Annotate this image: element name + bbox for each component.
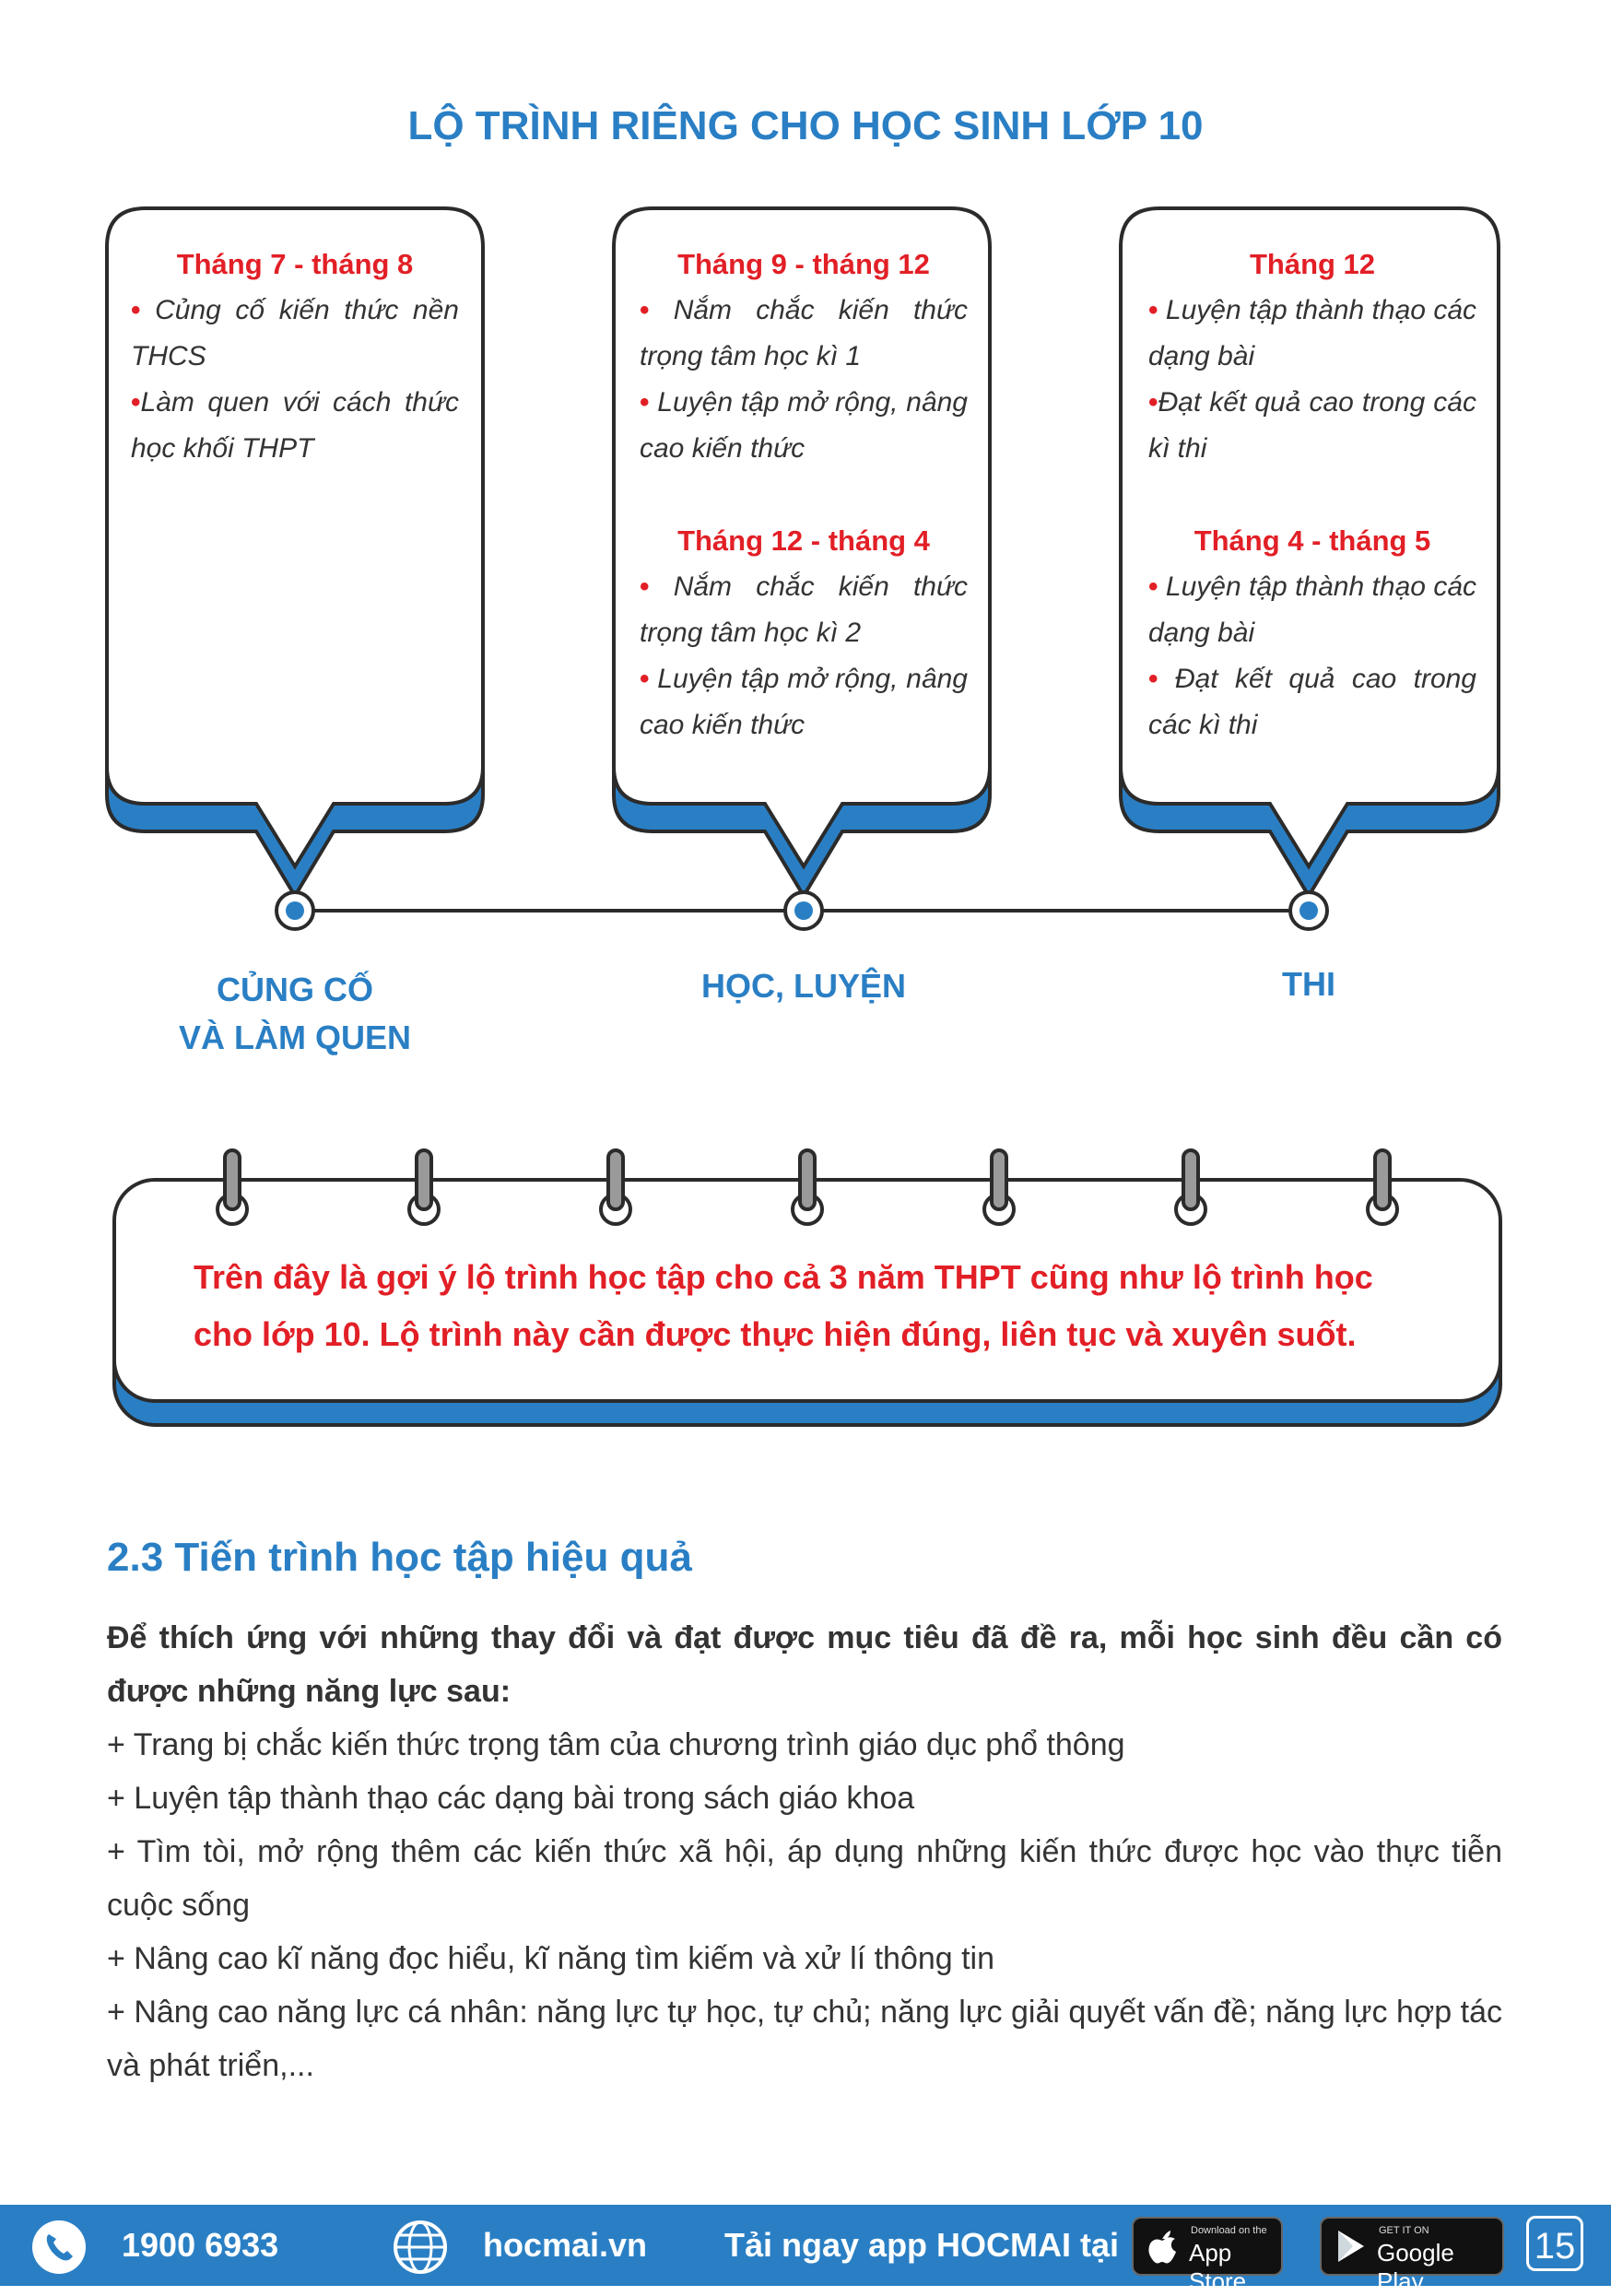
column-2-item-3: • Nắm chắc kiến thức trọng tâm học kì 2 bbox=[640, 571, 969, 648]
bullet-icon: • bbox=[1148, 387, 1158, 418]
footer-bar bbox=[0, 2205, 1611, 2295]
column-3-text bbox=[1148, 241, 1476, 748]
column-2-text bbox=[640, 241, 968, 748]
stage-label-1: CỦNG CỐ VÀ LÀM QUEN bbox=[179, 971, 411, 1056]
website-link[interactable]: hocmai.vn bbox=[483, 2226, 648, 2264]
column-1-item-2: •Làm quen với cách thức học khối THPT bbox=[131, 387, 459, 464]
bullet-icon: • bbox=[1148, 664, 1158, 694]
page-title: LỘ TRÌNH RIÊNG CHO HỌC SINH LỚP 10 bbox=[407, 103, 1204, 148]
section-lead: Để thích ứng với những thay đổi và đạt được mục tiêu đã đề ra, mỗi học sinh đều cần có được những năng lực sau: bbox=[107, 1620, 1502, 1709]
column-1-heading-1: Tháng 7 - tháng 8 bbox=[176, 248, 414, 280]
stage-label-2: HỌC, LUYỆN bbox=[700, 967, 906, 1005]
bullet-icon: • bbox=[640, 571, 650, 602]
column-2-heading-1: Tháng 9 - tháng 12 bbox=[677, 248, 930, 280]
app-cta: Tải ngay app HOCMAI tại bbox=[724, 2226, 1120, 2264]
bullet-icon: • bbox=[1148, 295, 1158, 325]
timeline-node-1 bbox=[276, 892, 313, 929]
googleplay-badge[interactable]: GET IT ON Google Play bbox=[1320, 2217, 1504, 2276]
list-item: + Luyện tập thành thạo các dạng bài trong sách giáo khoa bbox=[107, 1781, 915, 1816]
section-body bbox=[107, 1611, 1502, 2092]
appstore-badge[interactable]: Download on the App Store bbox=[1132, 2217, 1283, 2276]
column-3-item-4: • Đạt kết quả cao trong các kì thi bbox=[1148, 664, 1476, 740]
column-2-heading-2: Tháng 12 - tháng 4 bbox=[677, 524, 930, 557]
column-1-item-1: • Củng cố kiến thức nền THCS bbox=[131, 295, 459, 371]
list-item: + Nâng cao năng lực cá nhân: năng lực tự học, tự chủ; năng lực giải quyết vấn đề; năng lực hợp tác và phát triển,... bbox=[107, 1995, 1502, 2083]
timeline-node-2 bbox=[785, 892, 822, 929]
phone-icon[interactable] bbox=[31, 2219, 87, 2275]
column-3-item-2: •Đạt kết quả cao trong các kì thi bbox=[1148, 387, 1476, 464]
column-2-item-2: • Luyện tập mở rộng, nâng cao kiến thức bbox=[640, 387, 968, 464]
column-3-heading-2: Tháng 4 - tháng 5 bbox=[1194, 524, 1431, 557]
apple-icon bbox=[1145, 2228, 1180, 2265]
bullet-icon: • bbox=[640, 664, 650, 694]
timeline-node-3 bbox=[1290, 892, 1327, 929]
bullet-icon: • bbox=[131, 295, 141, 325]
section-title: 2.3 Tiến trình học tập hiệu quả bbox=[107, 1535, 692, 1580]
column-3-item-1: • Luyện tập thành thạo các dạng bài bbox=[1148, 295, 1476, 371]
bullet-icon: • bbox=[1148, 571, 1158, 602]
phone-number[interactable]: 1900 6933 bbox=[122, 2226, 279, 2264]
column-3-item-3: • Luyện tập thành thạo các dạng bài bbox=[1148, 571, 1476, 648]
note-text: Trên đây là gợi ý lộ trình học tập cho cả 3 năm THPT cũng như lộ trình học cho lớp 10. Lộ trình này cần được thực hiện đúng, liên tục và xuyên suốt. bbox=[194, 1258, 1373, 1353]
column-2-item-1: • Nắm chắc kiến thức trọng tâm học kì 1 bbox=[640, 295, 969, 371]
bullet-icon: • bbox=[131, 387, 141, 418]
bullet-icon: • bbox=[640, 387, 650, 418]
globe-icon[interactable] bbox=[393, 2219, 448, 2275]
column-2-item-4: • Luyện tập mở rộng, nâng cao kiến thức bbox=[640, 664, 968, 740]
column-1-text bbox=[131, 241, 459, 472]
column-3-heading-1: Tháng 12 bbox=[1249, 248, 1376, 280]
list-item: + Tìm tòi, mở rộng thêm các kiến thức xã hội, áp dụng những kiến thức được học vào thực tiễn cuộc sống bbox=[107, 1834, 1502, 1923]
bullet-icon: • bbox=[640, 295, 650, 325]
page-number: 15 bbox=[1526, 2216, 1583, 2271]
list-item: + Trang bị chắc kiến thức trọng tâm của chương trình giáo dục phổ thông bbox=[107, 1727, 1125, 1762]
list-item: + Nâng cao kĩ năng đọc hiểu, kĩ năng tìm kiếm và xử lí thông tin bbox=[107, 1941, 995, 1976]
play-icon bbox=[1333, 2228, 1370, 2265]
stage-label-3: THI bbox=[1282, 965, 1335, 1003]
